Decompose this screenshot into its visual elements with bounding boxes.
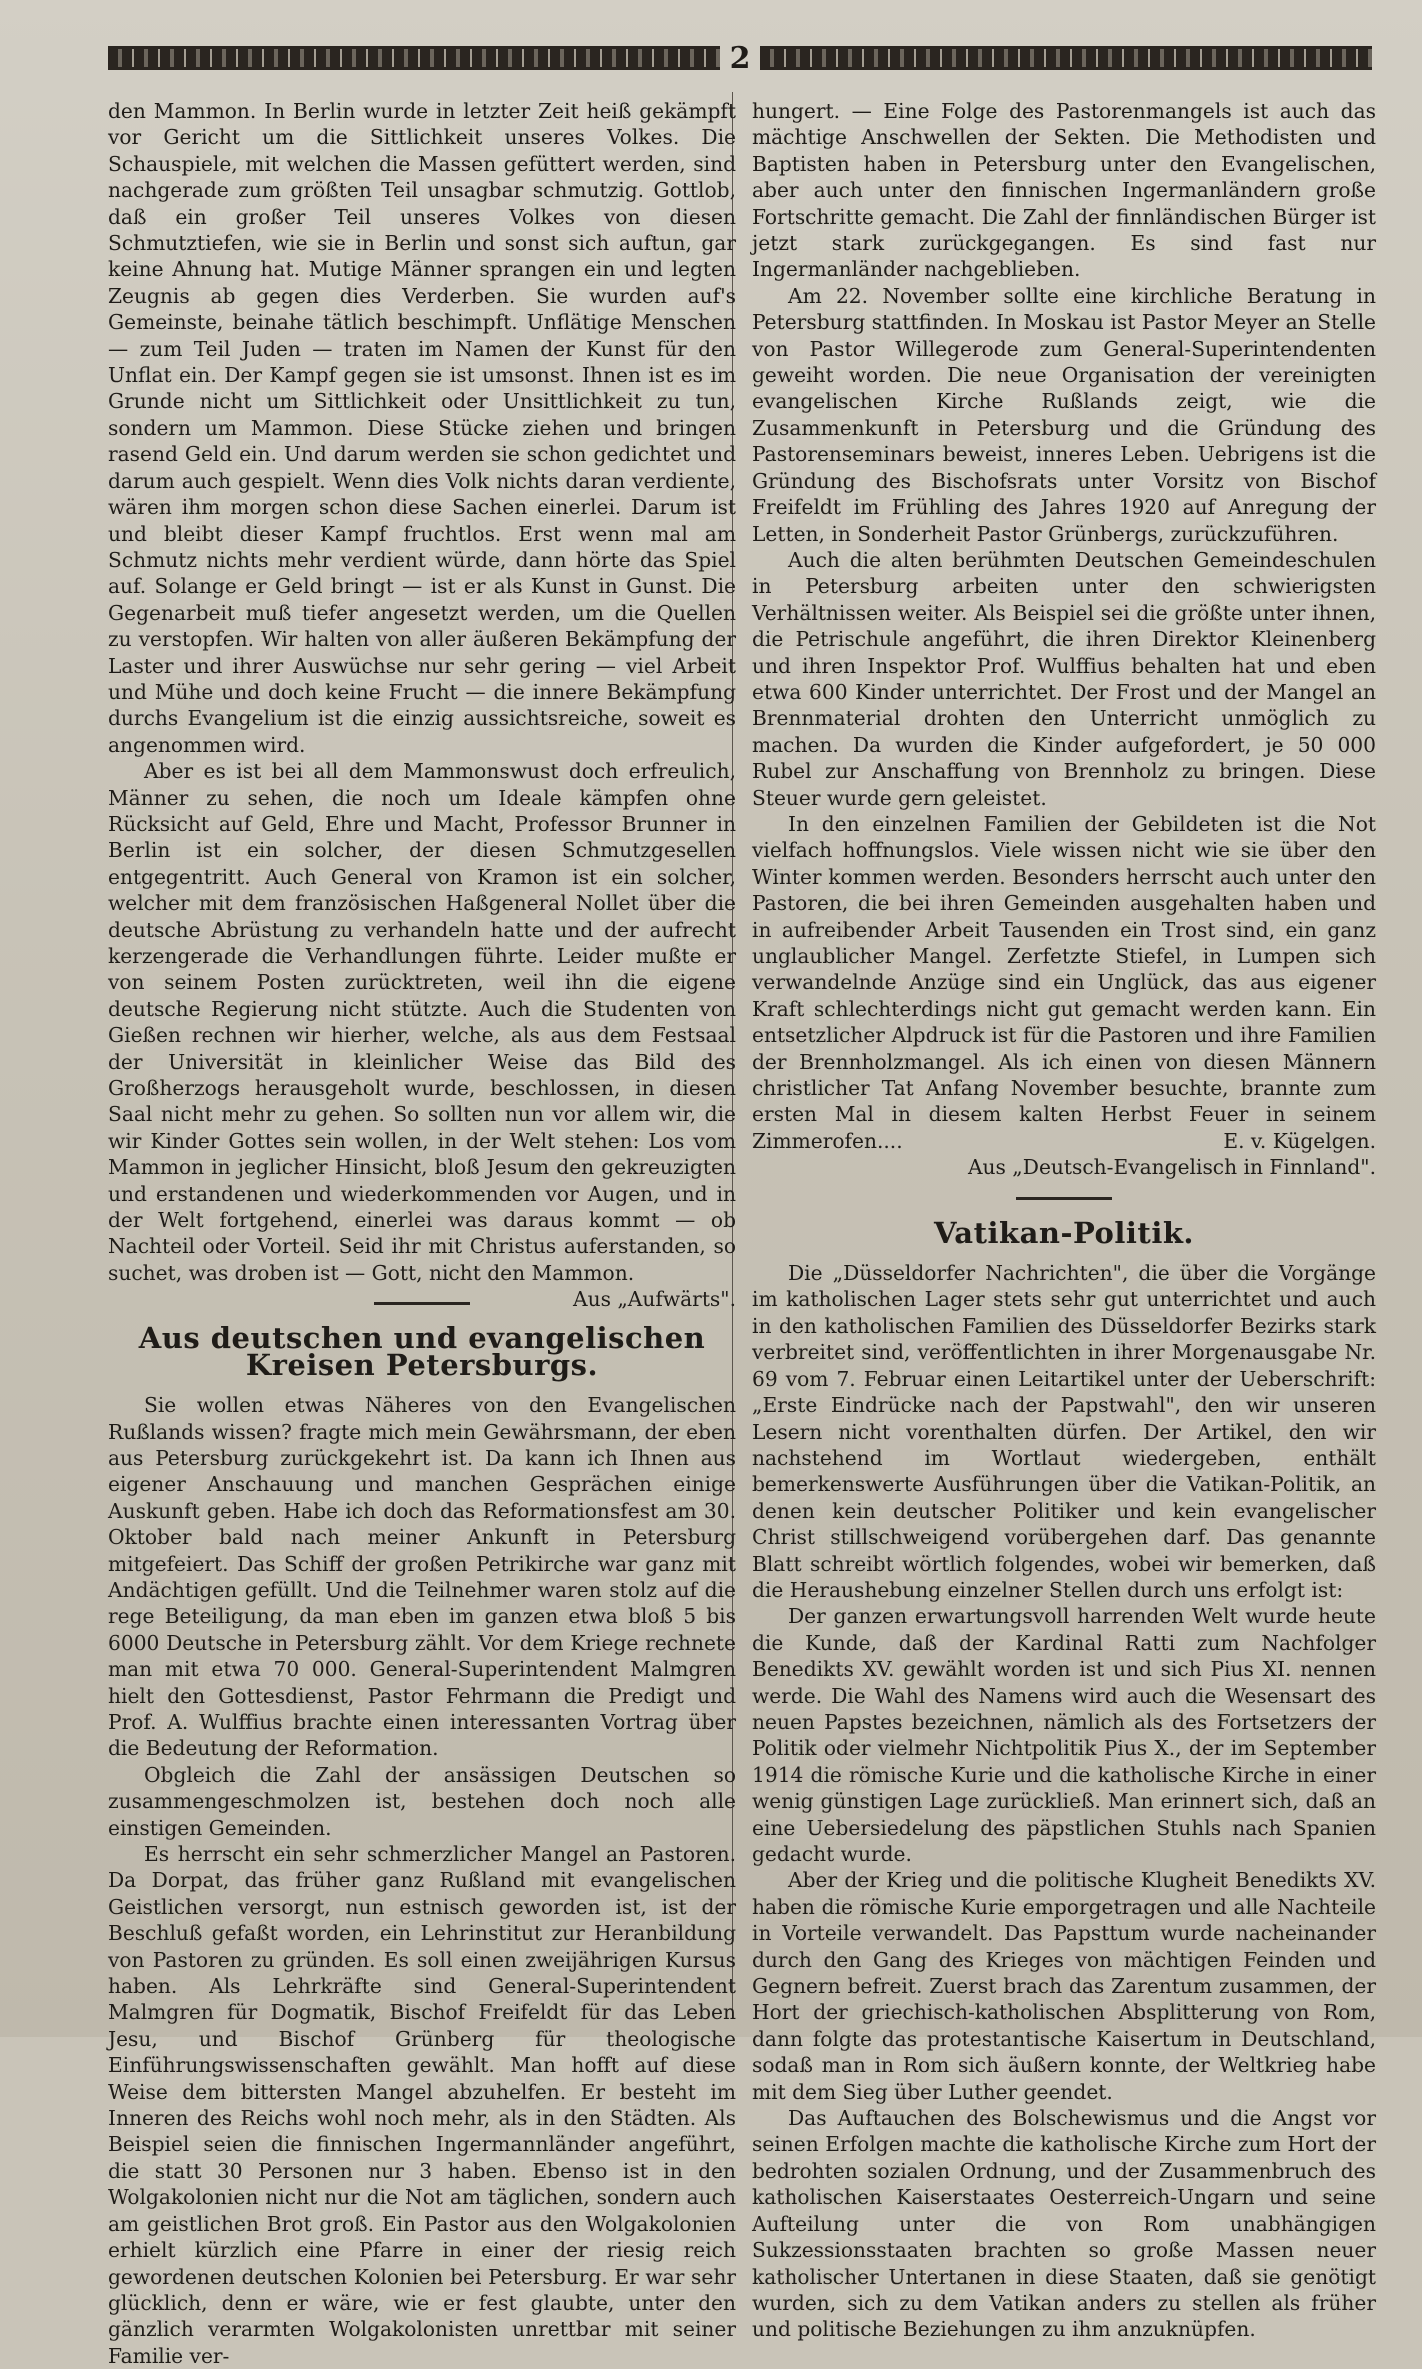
- article-paragraph: Obgleich die Zahl der ansässigen Deutschen so zusammengeschmolzen ist, bestehen doch noch alle einstigen Gemeinden.: [108, 1762, 736, 1840]
- source-citation: Aus „Deutsch-Evangelisch in Finnland".: [967, 1155, 1376, 1180]
- article-paragraph: Der ganzen erwartungsvoll harrenden Welt wurde heute die Kunde, daß der Kardinal Ratti zum Nachfolger Benedikts XV. gewählt worden ist und sich Pius XI. nennen werde. Die Wahl des Namens wird auch die Wesensart des neuen Papstes bezeichnen, nämlich als des Fortsetzers der Politik oder vielmehr Nichtpolitik Pius X., der im September 1914 die römische Kurie und die katholische Kirche in einer wenig günstigen Lage zurückließ. Man erinnert sich, daß an eine Uebersiedelung des päpstlichen Stuhls nach Spanien gedacht wurde.: [752, 1604, 1376, 1866]
- article-heading: Aus deutschen und evangelischen Kreisen Petersburgs.: [138, 1321, 706, 1382]
- article-paragraph: Das Auftauchen des Bolschewismus und die Angst vor seinen Erfolgen machte die katholische Kirche zum Hort der bedrohten sozialen Ordnung, und der Zusammenbruch des katholischen Kaiserstaates Oesterreich-Ungarn und seine Aufteilung unter die von Rom unabhängigen Sukzessionsstaaten brachten so große Massen neuer katholischer Untertanen in diese Staaten, daß sie genötigt wurden, sich zu dem Vatikan anders zu stellen als früher und politische Beziehungen zu ihm anzuknüpfen.: [752, 2106, 1376, 2342]
- article-paragraph: Am 22. November sollte eine kirchliche Beratung in Petersburg stattfinden. In Moskau ist Pastor Meyer an Stelle von Pastor Willegerode zum General-Superintendenten geweiht worden. Die neue Organisation der vereinigten evangelischen Kirche Rußlands zeigt, wie die Zusammenkunft in Petersburg und die Gründung des Pastorenseminars beweist, inneres Leben. Uebrigens ist die Gründung des Bischofsrats unter Vorsitz von Bischof Freifeldt im Frühling des Jahres 1920 auf Anregung der Letten, in Sonderheit Pastor Grünbergs, zurückzuführen.: [752, 283, 1376, 546]
- section-divider: [1016, 1197, 1112, 1200]
- author-signature: E. v. Kügelgen.: [1223, 1128, 1376, 1153]
- left-column: [108, 98, 736, 2369]
- source-citation: Aus „Aufwärts".: [572, 1287, 736, 1312]
- article-paragraph: [752, 811, 1376, 1154]
- page-header: [108, 40, 1372, 76]
- article-text: Aber es ist bei all dem Mammonswust doch erfreulich, Männer zu sehen, die noch um Ideale kämpfen ohne Rücksicht auf Geld, Ehre und Macht, Professor Brunner in Berlin ist ein solcher, der diesen Schmutzgesellen entgegentritt. Auch General von Kramon ist ein solcher, welcher mit dem französischen Haßgeneral Nollet über die deutsche Abrüstung zu verhandeln hatte und der aufrecht kerzengerade die Verhandlungen führte. Leider mußte er von seinem Posten zurücktreten, weil ihn die eigene deutsche Regierung nicht stützte. Auch die Studenten von Gießen rechnen wir hierher, welche, als aus dem Festsaal der Universität in kleinlicher Weise das Bild des Großherzogs herausgeholt wurde, beschlossen, in diesen Saal nicht mehr zu gehen. So sollten nun vor allem wir, die wir Kinder Gottes sein wollen, in der Welt stehen: Los vom Mammon in jeglicher Hinsicht, bloß Jesum den gekreuzigten und erstandenen und wiederkommenden vor Augen, und in der Welt fortgehend, einerlei was daraus kommt — ob Nachteil oder Vorteil. Seid ihr mit Christus auferstanden, so suchet, was droben ist — Gott, nicht den Mammon.: [108, 759, 736, 1285]
- article-paragraph: den Mammon. In Berlin wurde in letzter Zeit heiß gekämpft vor Gericht um die Sittlichkeit unseres Volkes. Die Schauspiele, mit welchen die Massen gefüttert werden, sind nachgerade zum größten Teil unsagbar schmutzig. Gottlob, daß ein großer Teil unseres Volkes von diesen Schmutztiefen, wie sie in Berlin und sonst sich auftun, gar keine Ahnung hat. Mutige Männer sprangen ein und legten Zeugnis ab gegen dies Verderben. Sie wurden auf's Gemeinste, beinahe tätlich beschimpft. Unflätige Menschen — zum Teil Juden — traten im Namen der Kunst für den Unflat ein. Der Kampf gegen sie ist umsonst. Ihnen ist es im Grunde nicht um Sittlichkeit oder Unsittlichkeit zu tun, sondern um Mammon. Diese Stücke ziehen und bringen rasend Geld ein. Und darum werden sie schon gedichtet und darum auch gespielt. Wenn dies Volk nichts daran verdiente, wären ihm morgen schon diese Sachen einerlei. Darum ist und bleibt dieser Kampf fruchtlos. Erst wenn mal am Schmutz nichts mehr verdient würde, dann hörte das Spiel auf. Solange er Geld bringt — ist er als Kunst in Gunst. Die Gegenarbeit muß tiefer angesetzt werden, um die Quellen zu verstopfen. Wir halten von aller äußeren Bekämpfung der Laster und ihrer Auswüchse nur sehr gering — viel Arbeit und Mühe und doch keine Frucht — die innere Bekämpfung durchs Evangelium ist die einzig aussichtsreiche, soweit es angenommen wird.: [108, 99, 736, 757]
- article-text: In den einzelnen Familien der Gebildeten ist die Not vielfach hoffnungslos. Viele wissen nicht wie sie über den Winter kommen werden. Besonders herrscht auch unter den Pastoren, die bei ihren Gemeinden ausgehalten haben und in aufreibender Arbeit Tausenden ein Trost sind, ein ganz unglaublicher Mangel. Zerfetzte Stiefel, in Lumpen sich verwandelnde Anzüge sind ein Unglück, das aus eigener Kraft schlechterdings nicht gut gemacht werden kann. Ein entsetzlicher Alpdruck ist für die Pastoren und ihre Familien der Brennholzmangel. Als ich einen von diesen Männern christlicher Tat Anfang November besuchte, brannte zum ersten Mal in diesem kalten Herbst Feuer in seinem Zimmerofen....: [752, 811, 1376, 1153]
- article-heading: Vatikan-Politik.: [933, 1215, 1195, 1250]
- header-ornament-right: [760, 46, 1372, 70]
- article-paragraph: Die „Düsseldorfer Nachrichten", die über die Vorgänge im katholischen Lager stets sehr gut unterrichtet und auch in den katholischen Familien des Düsseldorfer Bezirks stark verbreitet sind, veröffentlichten in ihrer Morgenausgabe Nr. 69 vom 7. Februar einen Leitartikel unter der Ueberschrift: „Erste Eindrücke nach der Papstwahl", den wir unseren Lesern nicht vorenthalten dürfen. Der Artikel, den wir nachstehend im Wortlaut wiedergeben, enthält bemerkenswerte Ausführungen über die Vatikan-Politik, an denen kein deutscher Politiker und kein evangelischer Christ stillschweigend vorübergehen darf. Das genannte Blatt schreibt wörtlich folgendes, wobei wir bemerken, daß die Heraushebung einzelner Stellen durch uns erfolgt ist:: [752, 1261, 1376, 1602]
- article-paragraph: [108, 758, 736, 1312]
- right-column: [752, 98, 1376, 2343]
- article-paragraph: Auch die alten berühmten Deutschen Gemeindeschulen in Petersburg arbeiten unter den schwierigsten Verhältnissen weiter. Als Beispiel sei die größte unter ihnen, die Petrischule angeführt, die ihren Direktor Kleinenberg und ihren Inspektor Prof. Wulffius behalten hat und eben etwa 600 Kinder unterrichtet. Der Frost und der Mangel an Brennmaterial drohten den Unterricht unmöglich zu machen. Da wurden die Kinder aufgefordert, je 50 000 Rubel zur Anschaffung von Brennholz zu bringen. Diese Steuer wurde gern geleistet.: [752, 547, 1376, 810]
- article-paragraph: Sie wollen etwas Näheres von den Evangelischen Rußlands wissen? fragte mich mein Gewährsmann, der eben aus Petersburg zurückgekehrt ist. Da kann ich Ihnen aus eigener Anschauung und manchen Gesprächen einige Auskunft geben. Habe ich doch das Reformationsfest am 30. Oktober bald nach meiner Ankunft in Petersburg mitgefeiert. Das Schiff der großen Petrikirche war ganz mit Andächtigen gefüllt. Und die Teilnehmer waren stolz auf die rege Beteiligung, da man eben im ganzen etwa bloß 5 bis 6000 Deutsche in Petersburg zählt. Vor dem Kriege rechnete man mit etwa 70 000. General-Superintendent Malmgren hielt den Gottesdienst, Pastor Fehrmann die Predigt und Prof. A. Wulffius brachte einen interessanten Vortrag über die Bedeutung der Reformation.: [108, 1393, 736, 1761]
- article-paragraph: Aber der Krieg und die politische Klugheit Benedikts XV. haben die römische Kurie emporgetragen und alle Nachteile in Vorteile verwandelt. Das Papsttum wurde nacheinander durch den Gang des Krieges von mächtigen Feinden und Gegnern befreit. Zuerst brach das Zarentum zusammen, der Hort der griechisch-katholischen Absplitterung von Rom, dann folgte das protestantische Kaisertum in Deutschland, sodaß man in Rom sich äußern konnte, der Weltkrieg habe mit dem Sieg über Luther geendet.: [752, 1868, 1376, 2104]
- section-divider: [374, 1302, 470, 1305]
- article-paragraph: Es herrscht ein sehr schmerzlicher Mangel an Pastoren. Da Dorpat, das früher ganz Rußland mit evangelischen Geistlichen versorgt, nun estnisch geworden ist, ist der Beschluß gefaßt worden, ein Lehrinstitut zur Heranbildung von Pastoren zu gründen. Es soll einen zweijährigen Kursus haben. Als Lehrkräfte sind General-Superintendent Malmgren für Dogmatik, Bischof Freifeldt für das Leben Jesu, und Bischof Grünberg für theologische Einführungswissenschaften gewählt. Man hofft auf diese Weise dem bittersten Mangel abzuhelfen. Er besteht im Inneren des Reichs wohl noch mehr, als in den Städten. Als Beispiel seien die finnischen Ingermannländer angeführt, die statt 30 Personen nur 3 haben. Ebenso ist in den Wolgakolonien nicht nur die Not am täglichen, sondern auch am geistlichen Brot groß. Ein Pastor aus den Wolgakolonien erhielt kürzlich eine Pfarre in einer der riesig reich gewordenen deutschen Kolonien bei Petersburg. Er war sehr glücklich, denn er wäre, wie er fest glaubte, unter den gänzlich verarmten Wolgakolonisten unrettbar mit seiner Familie ver-: [108, 1842, 736, 2368]
- header-ornament-left: [108, 46, 720, 70]
- page-number: 2: [729, 40, 751, 76]
- article-paragraph: hungert. — Eine Folge des Pastorenmangels ist auch das mächtige Anschwellen der Sekten. Die Methodisten und Baptisten haben in Petersburg unter den Evangelischen, aber auch unter den finnischen Ingermanländern große Fortschritte gemacht. Die Zahl der finnländischen Bürger ist jetzt stark zurückgegangen. Es sind fast nur Ingermanländer nachgeblieben.: [752, 99, 1376, 282]
